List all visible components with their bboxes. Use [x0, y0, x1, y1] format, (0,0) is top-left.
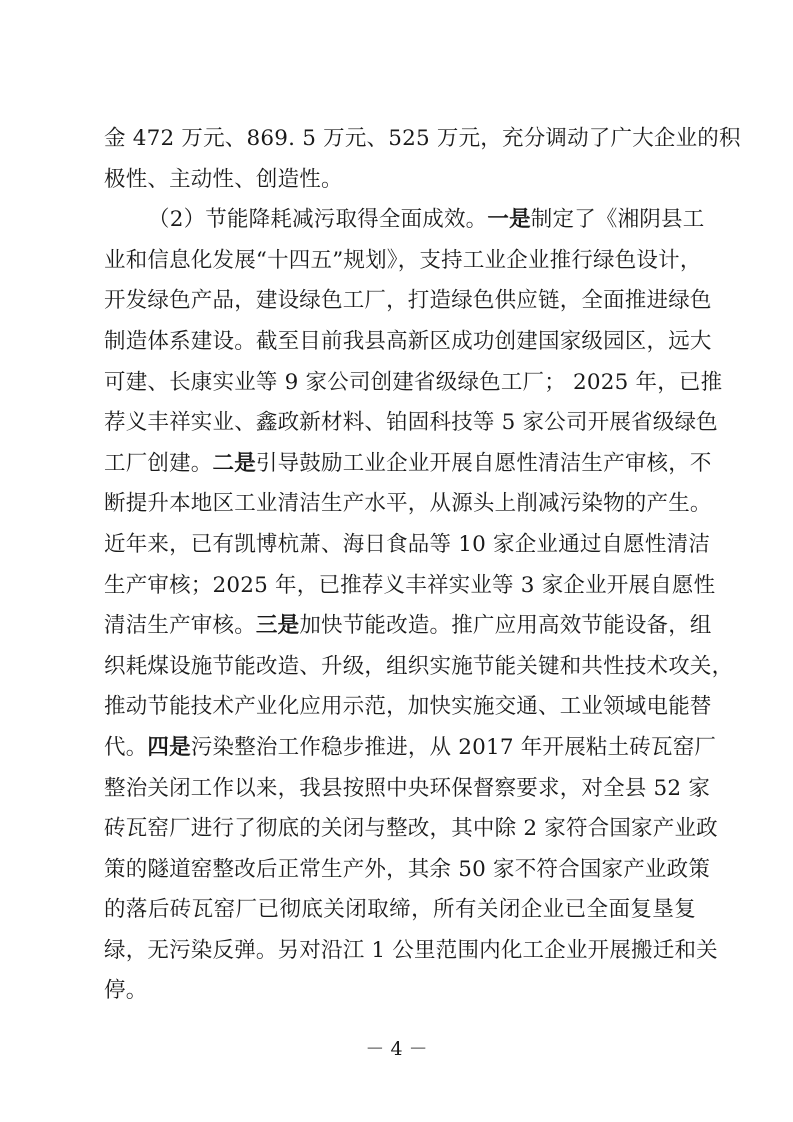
- paragraph-line: 可建、长康实业等 9 家公司创建省级绿色工厂； 2025 年，已推: [104, 369, 723, 395]
- body-text: [104, 119, 741, 1012]
- text-run: 引导鼓励工业企业开展自愿性清洁生产审核，不: [255, 450, 712, 476]
- paragraph-line: 近年来，已有凯博杭萧、海日食品等 10 家企业通过自愿性清洁: [104, 531, 711, 557]
- text-run: 代。: [104, 734, 148, 760]
- paragraph-line: 开发绿色产品，建设绿色工厂，打造绿色供应链，全面推进绿色: [104, 288, 712, 314]
- text-run: 污染整治工作稳步推进，从 2017 年开展粘土砖瓦窑厂: [190, 734, 717, 760]
- paragraph-line: 策的隧道窑整改后正常生产外，其余 50 家不符合国家产业政策: [104, 856, 711, 882]
- text-run: 清洁生产审核。: [104, 613, 256, 639]
- paragraph-line: 制造体系建设。截至目前我县高新区成功创建国家级园区，远大: [104, 328, 712, 354]
- paragraph-line: 绿，无污染反弹。另对沿江 1 公里范围内化工企业开展搬迁和关: [104, 937, 718, 963]
- paragraph-line: 金 472 万元、869. 5 万元、525 万元，充分调动了广大企业的积: [104, 126, 741, 151]
- paragraph-line: 荐义丰祥实业、鑫政新材料、铂固科技等 5 家公司开展省级绿色: [104, 410, 718, 436]
- paragraph-line: [104, 200, 705, 241]
- point-marker: 四是: [147, 734, 191, 760]
- paragraph-line: 整治关闭工作以来，我县按照中央环保督察要求，对全县 52 家: [104, 775, 711, 801]
- paragraph-line: [104, 606, 712, 647]
- point-marker: 一是: [487, 207, 531, 233]
- point-marker: 三是: [255, 613, 300, 639]
- paragraph-line: [104, 728, 717, 769]
- paragraph-line: 极性、主动性、创造性。: [104, 166, 343, 192]
- paragraph-line: 织耗煤设施节能改造、升级，组织实施节能关键和共性技术攻关，: [104, 653, 734, 679]
- paragraph-line: 业和信息化发展“十四五”规划》，支持工业企业推行绿色设计，: [104, 247, 702, 273]
- text-run: 工厂创建。: [104, 450, 213, 476]
- section-heading: （2）节能降耗减污取得全面成效。: [148, 207, 488, 233]
- paragraph-line: 生产审核；2025 年，已推荐义丰祥实业等 3 家企业开展自愿性: [104, 572, 716, 598]
- paragraph-line: 断提升本地区工业清洁生产水平，从源头上削减污染物的产生。: [104, 491, 712, 517]
- paragraph-line: 的落后砖瓦窑厂已彻底关闭取缔，所有关闭企业已全面复垦复: [104, 897, 696, 923]
- paragraph-line: [104, 444, 712, 485]
- page-number: － 4 －: [365, 1038, 428, 1060]
- paragraph-line: 停。: [104, 978, 148, 1004]
- paragraph-line: 推动节能技术产业化应用示范，加快实施交通、工业领域电能替: [104, 694, 712, 720]
- point-marker: 二是: [212, 450, 256, 476]
- text-run: 制定了《湘阴县工: [530, 207, 705, 233]
- text-run: 加快节能改造。推广应用高效节能设备，组: [299, 613, 712, 639]
- paragraph-line: 砖瓦窑厂进行了彻底的关闭与整改，其中除 2 家符合国家产业政: [104, 816, 718, 842]
